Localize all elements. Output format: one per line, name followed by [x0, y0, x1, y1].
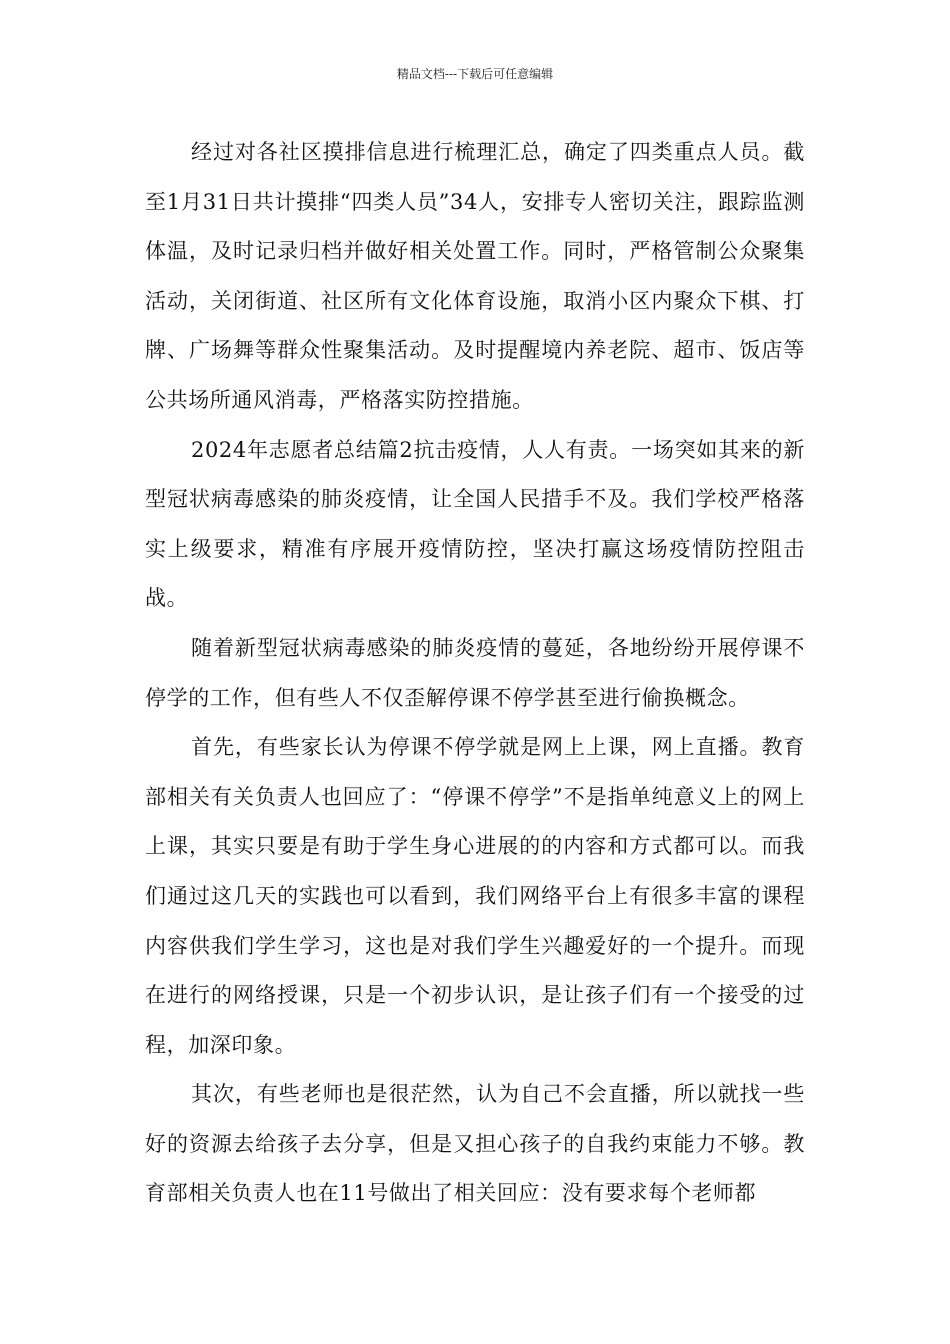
- paragraph-1: 经过对各社区摸排信息进行梳理汇总，确定了四类重点人员。截至1月31日共计摸排“四类人员”34人，安排专人密切关注，跟踪监测体温，及时记录归档并做好相关处置工作。同时，严格管制公众聚集活动，关闭街道、社区所有文化体育设施，取消小区内聚众下棋、打牌、广场舞等群众性聚集活动。及时提醒境内养老院、超市、饭店等公共场所通风消毒，严格落实防控措施。: [145, 140, 805, 412]
- document-body: [145, 128, 805, 1219]
- paragraph-4: 首先，有些家长认为停课不停学就是网上上课，网上直播。教育部相关有关负责人也回应了：“停课不停学”不是指单纯意义上的网上上课，其实只要是有助于学生身心进展的的内容和方式都可以。而我们通过这几天的实践也可以看到，我们网络平台上有很多丰富的课程内容供我们学生学习，这也是对我们学生兴趣爱好的一个提升。而现在进行的网络授课，只是一个初步认识，是让孩子们有一个接受的过程，加深印象。: [145, 735, 805, 1057]
- page-header: 精品文档---下载后可任意编辑: [396, 67, 554, 81]
- paragraph-2: 2024年志愿者总结篇2抗击疫情，人人有责。一场突如其来的新型冠状病毒感染的肺炎疫情，让全国人民措手不及。我们学校严格落实上级要求，精准有序展开疫情防控，坚决打赢这场疫情防控阻击战。: [145, 437, 805, 611]
- paragraph-3: 随着新型冠状病毒感染的肺炎疫情的蔓延，各地纷纷开展停课不停学的工作，但有些人不仅歪解停课不停学甚至进行偷换概念。: [145, 635, 805, 710]
- paragraph-5: 其次，有些老师也是很茫然，认为自己不会直播，所以就找一些好的资源去给孩子去分享，但是又担心孩子的自我约束能力不够。教育部相关负责人也在11号做出了相关回应：没有要求每个老师都: [145, 1082, 805, 1206]
